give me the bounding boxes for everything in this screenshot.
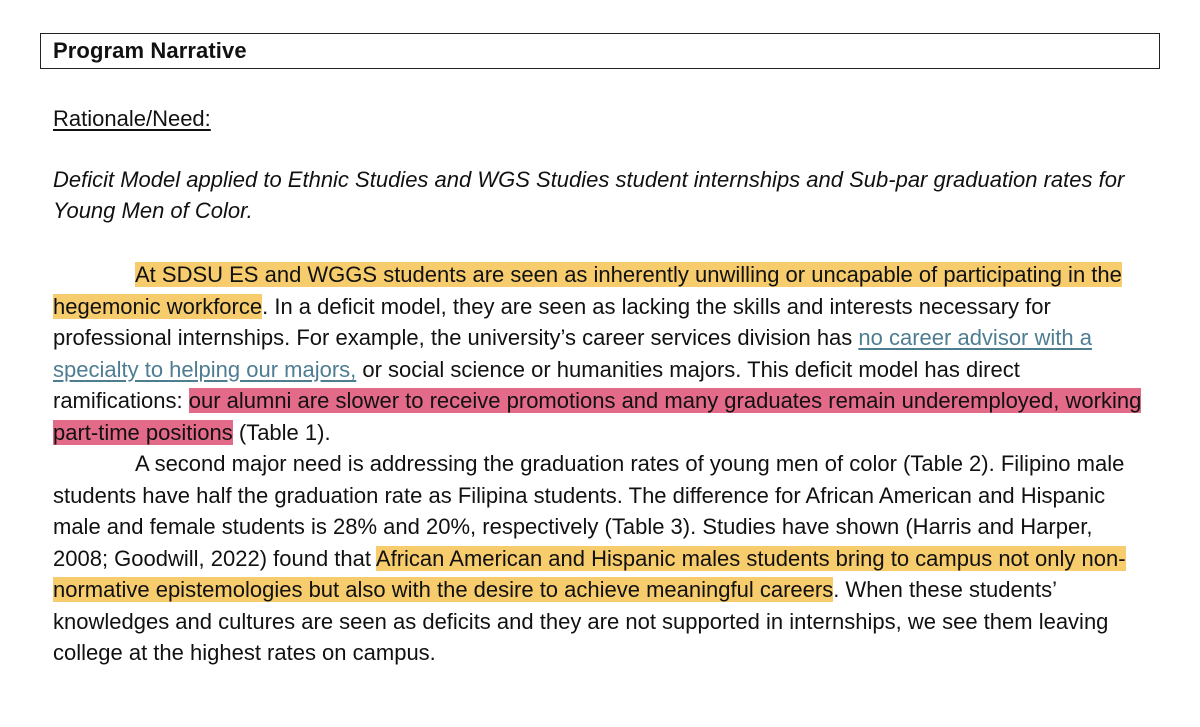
highlight-yellow-2: African American and Hispanic males students bring to campus not only non-normative epistemologies but also with the desire to achieve meaningful careers [53,545,1126,602]
section-heading: Rationale/Need: [53,106,211,131]
highlight-pink-1: our alumni are slower to receive promotions and many graduates remain underemployed, working part-time positions [53,388,1142,445]
paragraph-1-text-b: or social science or humanities majors. This deficit model has direct ramifications: [53,356,1020,413]
paragraph-1-text-a: . In a deficit model, they are seen as lacking the skills and interests necessary for professional internships. For example, the university’s career services division has [53,293,1051,350]
paragraph-1-text-c: (Table 1). [232,419,331,445]
paragraph-1 [53,259,1153,448]
highlight-yellow-1: At SDSU ES and WGGS students are seen as inherently unwilling or uncapable of participating in the hegemonic workforce [53,262,1122,319]
section-subtitle: Deficit Model applied to Ethnic Studies and WGS Studies student internships and Sub-par graduation rates for Young Men of Color. [53,167,1125,223]
document-title: Program Narrative [53,38,247,63]
program-narrative-header-box [40,33,1160,69]
career-advisor-link[interactable]: no career advisor with a specialty to helping our majors, [53,325,1092,382]
paragraph-2-text-b: . When these students’ knowledges and cultures are seen as deficits and they are not supported in internships, we see them leaving college at the highest rates on campus. [53,577,1109,665]
paragraph-2-text-a: A second major need is addressing the graduation rates of young men of color (Table 2). Filipino male students have half the graduation rate as Filipina students. The difference for African American and Hispanic male and female students is 28% and 20%, respectively (Table 3). Studies have shown (Harris and Harper, 2008; Goodwill, 2022) found that [53,451,1125,571]
body-text [53,259,1153,669]
paragraph-2 [53,448,1153,669]
